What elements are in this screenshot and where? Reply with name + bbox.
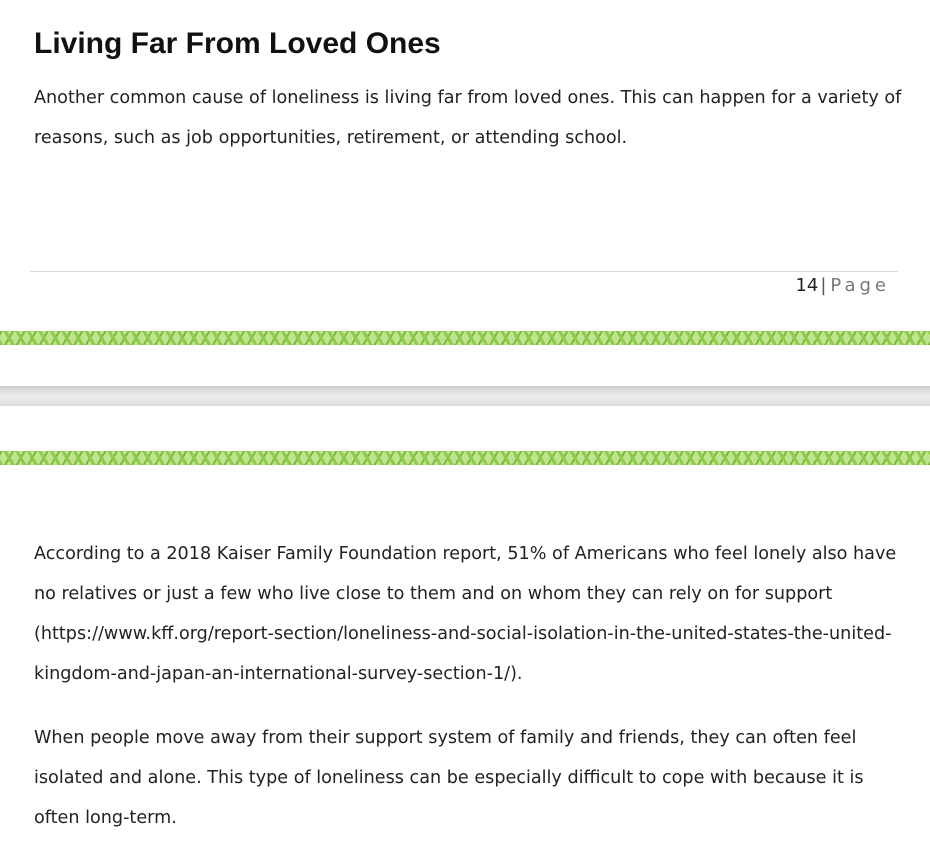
page-border-bottom	[0, 331, 930, 345]
page-number-separator: |	[820, 275, 827, 296]
page-border-top	[0, 451, 930, 465]
section-heading: Living Far From Loved Ones	[34, 27, 441, 60]
page-label: Page	[830, 275, 890, 296]
body-paragraph-2: When people move away from their support system of family and friends, they can often feel isolated and alone. This type of loneliness can be especially difficult to cope with because it is often long-term.	[34, 728, 864, 828]
page-separator	[0, 386, 930, 406]
page-14	[0, 0, 930, 330]
intro-paragraph: Another common cause of loneliness is living far from loved ones. This can happen for a variety of reasons, such as job opportunities, retirement, or attending school.	[34, 88, 902, 148]
page-number-footer	[795, 274, 890, 298]
body-paragraph-1: According to a 2018 Kaiser Family Foundation report, 51% of Americans who feel lonely also have no relatives or just a few who live close to them and on whom they can rely on for support (https://www.kff.org/report-section/loneliness-and-social-isolation-in-the-united-states-the-united-kingdom-and-japan-an-international-survey-section-1/).	[34, 544, 897, 684]
page-number: 14	[795, 275, 819, 296]
footer-divider	[30, 271, 898, 272]
